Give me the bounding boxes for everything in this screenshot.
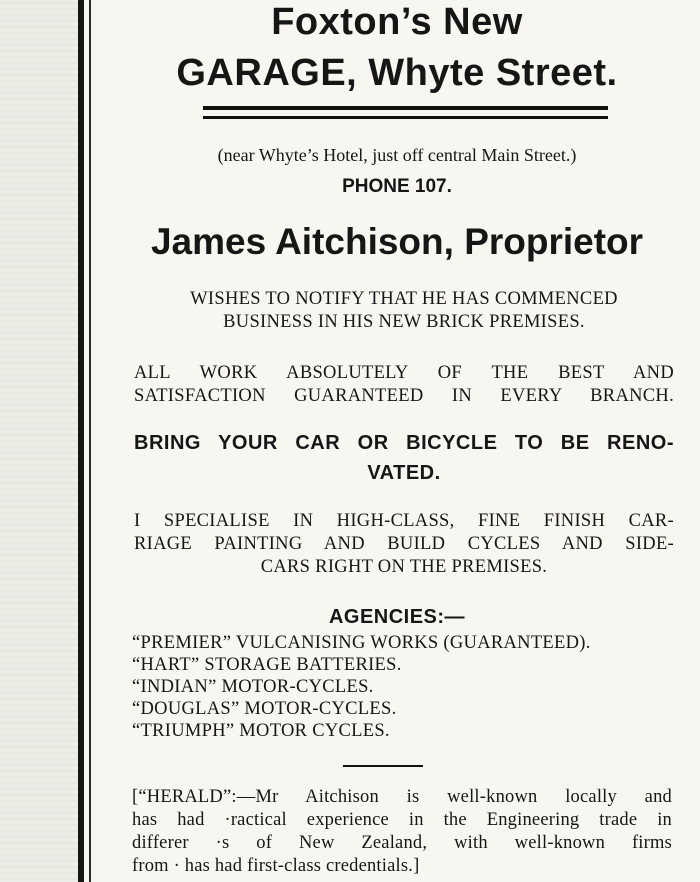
agency-item: “PREMIER” VULCANISING WORKS (GUARANTEED).	[132, 633, 591, 653]
proprietor-name: James Aitchison, Proprietor	[150, 221, 644, 262]
specialise-paragraph	[134, 510, 674, 579]
renovate-paragraph	[134, 428, 674, 488]
section-divider	[343, 765, 423, 767]
agencies-list	[132, 632, 692, 742]
renovate-line-1: BRING YOUR CAR OR BICYCLE TO BE RENO-	[134, 432, 674, 454]
agency-item: “DOUGLAS” MOTOR-CYCLES.	[132, 699, 397, 719]
herald-note	[132, 786, 672, 878]
column-rule-thick	[78, 0, 84, 882]
column-rule-thin	[89, 0, 91, 882]
notice-line-2: BUSINESS IN HIS NEW BRICK PREMISES.	[223, 312, 585, 332]
herald-line-2: has had ·ractical experience in the Engineering trade in	[132, 810, 672, 830]
location-note: (near Whyte’s Hotel, just off central Main Street.)	[217, 145, 577, 165]
notice-line-1: WISHES TO NOTIFY THAT HE HAS COMMENCED	[190, 289, 618, 309]
renovate-line-2: VATED.	[367, 462, 441, 484]
herald-line-1: [“HERALD”:—Mr Aitchison is well-known locally and	[132, 787, 672, 807]
agency-item: “INDIAN” MOTOR-CYCLES.	[132, 677, 374, 697]
phone-number: PHONE 107.	[342, 176, 452, 197]
headline-rule-top	[203, 106, 608, 110]
quality-line-2: SATISFACTION GUARANTEED IN EVERY BRANCH.	[134, 386, 674, 406]
headline-rule-bottom	[203, 116, 608, 119]
agency-item: “TRIUMPH” MOTOR CYCLES.	[132, 721, 390, 741]
herald-line-3: differer ·s of New Zealand, with well-known firms	[132, 833, 672, 853]
agencies-heading: AGENCIES:—	[328, 606, 466, 628]
specialise-line-2: RIAGE PAINTING AND BUILD CYCLES AND SIDE-	[134, 534, 674, 554]
herald-line-4: from · has had first-class credentials.]	[132, 856, 420, 876]
headline-line-1: Foxton’s New	[271, 1, 523, 43]
specialise-line-3: CARS RIGHT ON THE PREMISES.	[260, 557, 548, 577]
notice-paragraph	[134, 288, 674, 334]
headline-line-2: GARAGE, Whyte Street.	[176, 52, 618, 94]
agency-item: “HART” STORAGE BATTERIES.	[132, 655, 402, 675]
quality-paragraph	[134, 362, 674, 408]
left-margin-texture	[0, 0, 78, 882]
quality-line-1: ALL WORK ABSOLUTELY OF THE BEST AND	[134, 363, 674, 383]
specialise-line-1: I SPECIALISE IN HIGH-CLASS, FINE FINISH CAR-	[134, 511, 674, 531]
advertisement	[100, 0, 694, 882]
